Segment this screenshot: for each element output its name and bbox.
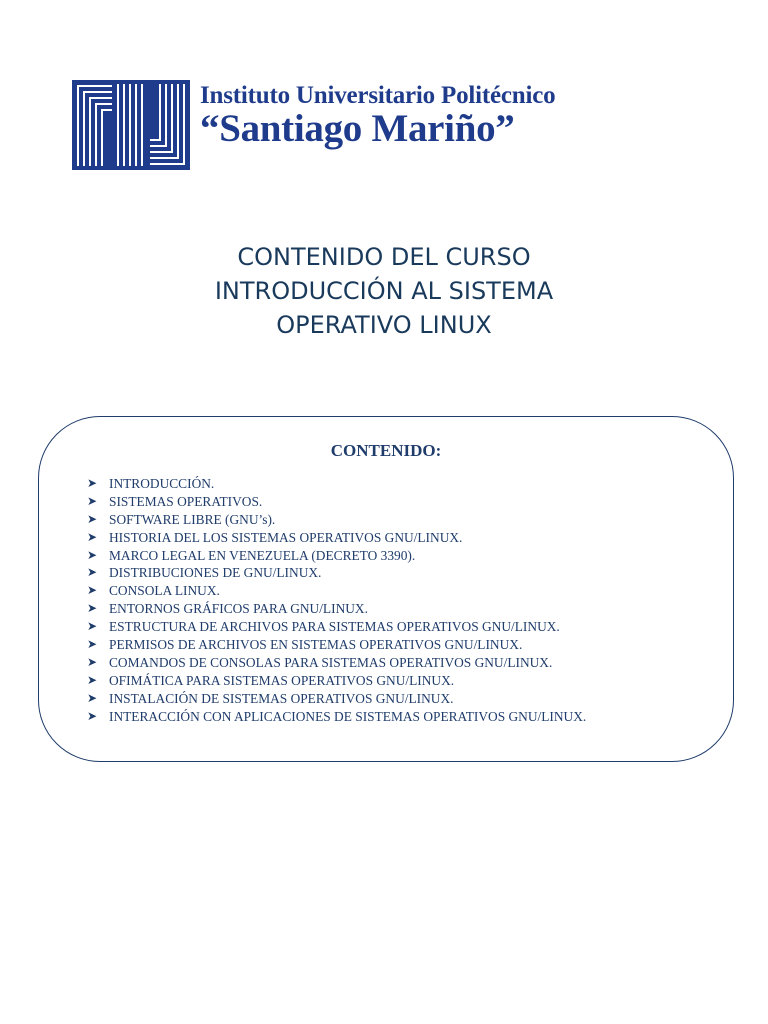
- arrowhead-bullet-icon: ➤: [87, 601, 98, 616]
- arrowhead-bullet-icon: ➤: [87, 619, 98, 634]
- list-item-text: ENTORNOS GRÁFICOS PARA GNU/LINUX.: [109, 601, 368, 617]
- list-item: [87, 654, 586, 672]
- course-title-line-2: INTRODUCCIÓN AL SISTEMA: [214, 277, 554, 305]
- arrowhead-bullet-icon: ➤: [87, 476, 98, 490]
- institution-logo-icon: [72, 80, 190, 170]
- logo-institution-name: Instituto Universitario Politécnico: [200, 82, 556, 109]
- list-item: [87, 547, 586, 565]
- arrowhead-bullet-icon: ➤: [87, 637, 98, 652]
- list-item-text: INSTALACIÓN DE SISTEMAS OPERATIVOS GNU/LINUX.: [109, 690, 454, 706]
- institution-logo: [72, 80, 556, 172]
- course-title: [0, 240, 768, 342]
- list-item: [87, 493, 586, 511]
- contents-list: [87, 475, 586, 725]
- arrowhead-bullet-icon: ➤: [87, 565, 98, 580]
- list-item: [87, 564, 586, 582]
- arrowhead-bullet-icon: ➤: [87, 547, 98, 562]
- list-item: [87, 511, 586, 529]
- list-item-text: HISTORIA DEL LOS SISTEMAS OPERATIVOS GNU/LINUX.: [109, 529, 463, 545]
- contents-box: [38, 416, 734, 762]
- list-item-text: COMANDOS DE CONSOLAS PARA SISTEMAS OPERATIVOS GNU/LINUX.: [109, 654, 553, 670]
- arrowhead-bullet-icon: ➤: [87, 583, 98, 598]
- list-item-text: INTERACCIÓN CON APLICACIONES DE SISTEMAS OPERATIVOS GNU/LINUX.: [109, 708, 587, 724]
- list-item-text: SISTEMAS OPERATIVOS.: [109, 493, 263, 509]
- list-item: [87, 618, 586, 636]
- arrowhead-bullet-icon: ➤: [87, 690, 98, 705]
- list-item-text: PERMISOS DE ARCHIVOS EN SISTEMAS OPERATIVOS GNU/LINUX.: [109, 637, 523, 653]
- list-item: [87, 672, 586, 690]
- arrowhead-bullet-icon: ➤: [87, 708, 98, 723]
- list-item: [87, 636, 586, 654]
- list-item-text: SOFTWARE LIBRE (GNU’s).: [109, 511, 276, 527]
- list-item: [87, 529, 586, 547]
- course-title-line-1: CONTENIDO DEL CURSO: [237, 243, 531, 271]
- list-item: [87, 475, 586, 493]
- list-item-text: CONSOLA LINUX.: [109, 583, 220, 599]
- course-title-line-3: OPERATIVO LINUX: [276, 311, 492, 339]
- logo-institution-subtitle: “Santiago Mariño”: [200, 107, 515, 150]
- contents-heading: CONTENIDO:: [330, 441, 442, 460]
- list-item: [87, 582, 586, 600]
- list-item-text: DISTRIBUCIONES DE GNU/LINUX.: [109, 565, 322, 581]
- arrowhead-bullet-icon: ➤: [87, 654, 98, 669]
- arrowhead-bullet-icon: ➤: [87, 511, 98, 526]
- list-item: [87, 690, 586, 708]
- list-item-text: ESTRUCTURA DE ARCHIVOS PARA SISTEMAS OPERATIVOS GNU/LINUX.: [109, 619, 560, 635]
- list-item: [87, 600, 586, 618]
- arrowhead-bullet-icon: ➤: [87, 529, 98, 544]
- arrowhead-bullet-icon: ➤: [87, 493, 98, 508]
- list-item-text: MARCO LEGAL EN VENEZUELA (DECRETO 3390).: [109, 547, 416, 563]
- list-item-text: OFIMÁTICA PARA SISTEMAS OPERATIVOS GNU/LINUX.: [109, 672, 455, 688]
- arrowhead-bullet-icon: ➤: [87, 672, 98, 687]
- list-item: [87, 708, 586, 726]
- list-item-text: INTRODUCCIÓN.: [109, 476, 215, 491]
